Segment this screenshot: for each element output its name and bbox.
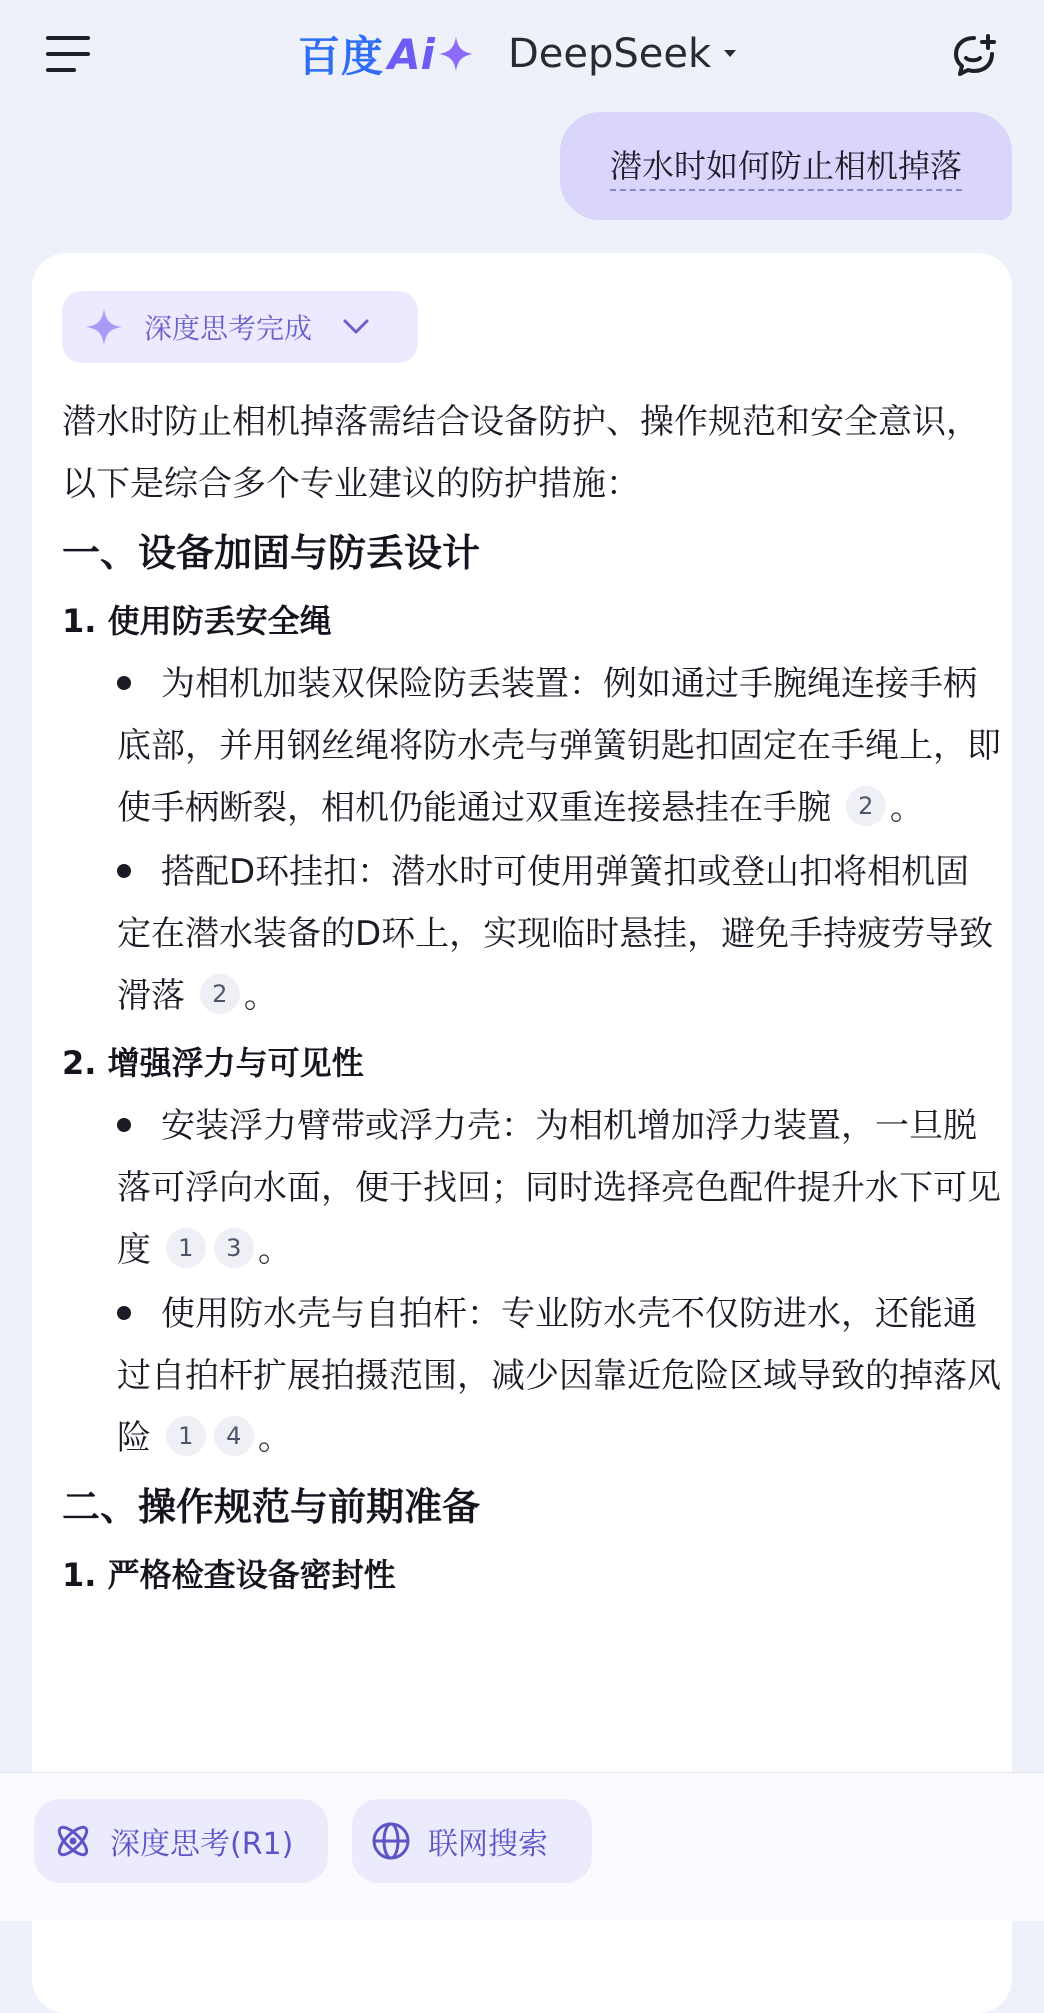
user-message-text: 潜水时如何防止相机掉落 [610, 141, 962, 191]
list-item [117, 841, 1002, 1027]
list-item-text: 安装浮力臂带或浮力壳：为相机增加浮力装置，一旦脱落可浮向水面，便于找回；同时选择亮色配件提升水下可见度 [117, 1106, 1001, 1270]
logo-ai-text: Ai [388, 29, 435, 79]
thinking-status-chip[interactable] [62, 291, 418, 363]
list-item [117, 653, 1002, 839]
model-name: DeepSeek [508, 31, 712, 77]
subsection-heading: 2. 增强浮力与可见性 [62, 1044, 364, 1082]
citation-badge[interactable]: 1 [166, 1416, 206, 1456]
subsection-heading: 1. 严格检查设备密封性 [62, 1556, 396, 1594]
deep-think-label: 深度思考(R1) [110, 1827, 294, 1862]
period: 。 [889, 788, 924, 828]
citation-badge[interactable]: 3 [214, 1228, 254, 1268]
thinking-status-label: 深度思考完成 [144, 312, 313, 345]
period: 。 [243, 976, 278, 1016]
globe-icon [370, 1820, 412, 1862]
bottom-toolbar [0, 1772, 1044, 1921]
bullet-dot [117, 1118, 131, 1132]
answer-intro: 潜水时防止相机掉落需结合设备防护、操作规范和安全意识，以下是综合多个专业建议的防护措施： [62, 402, 980, 504]
deep-think-button[interactable] [34, 1799, 328, 1883]
section-heading: 一、设备加固与防丢设计 [62, 531, 481, 575]
section-heading: 二、操作规范与前期准备 [62, 1485, 481, 1529]
citation-badge[interactable]: 4 [214, 1416, 254, 1456]
web-search-label: 联网搜索 [428, 1827, 548, 1862]
list-item-text: 搭配D环挂扣：潜水时可使用弹簧扣或登山扣将相机固定在潜水装备的D环上，实现临时悬挂，避免手持疲劳导致滑落 [117, 852, 994, 1016]
period: 。 [257, 1230, 292, 1270]
subsection-heading: 1. 使用防丢安全绳 [62, 602, 332, 640]
chevron-down-icon [342, 318, 370, 336]
model-selector[interactable] [508, 26, 737, 82]
bullet-dot [117, 864, 131, 878]
atom-icon [52, 1820, 94, 1862]
logo-text: 百度 [298, 32, 385, 81]
answer-content [62, 391, 1002, 1607]
bullet-dot [117, 1306, 131, 1320]
citation-badge[interactable]: 2 [200, 974, 240, 1014]
caret-down-icon [723, 49, 737, 59]
list-item-text: 为相机加装双保险防丢装置：例如通过手腕绳连接手柄底部，并用钢丝绳将防水壳与弹簧钥匙扣固定在手绳上，即使手柄断裂，相机仍能通过双重连接悬挂在手腕 [117, 664, 1001, 828]
citation-badge[interactable]: 1 [166, 1228, 206, 1268]
period: 。 [257, 1418, 292, 1458]
answer-card [32, 253, 1012, 2013]
bullet-dot [117, 676, 131, 690]
user-message-bubble [560, 112, 1012, 220]
menu-icon[interactable] [46, 34, 90, 74]
sparkle-icon [439, 37, 473, 71]
list-item-text: 使用防水壳与自拍杆：专业防水壳不仅防进水，还能通过自拍杆扩展拍摄范围，减少因靠近危险区域导致的掉落风险 [117, 1294, 1001, 1458]
new-chat-icon[interactable] [950, 32, 998, 80]
list-item [117, 1095, 1002, 1281]
citation-badge[interactable]: 2 [846, 786, 886, 826]
list-item [117, 1283, 1002, 1469]
web-search-button[interactable] [352, 1799, 592, 1883]
app-logo [298, 24, 473, 84]
top-bar [0, 0, 1044, 110]
sparkle-icon [84, 307, 124, 347]
